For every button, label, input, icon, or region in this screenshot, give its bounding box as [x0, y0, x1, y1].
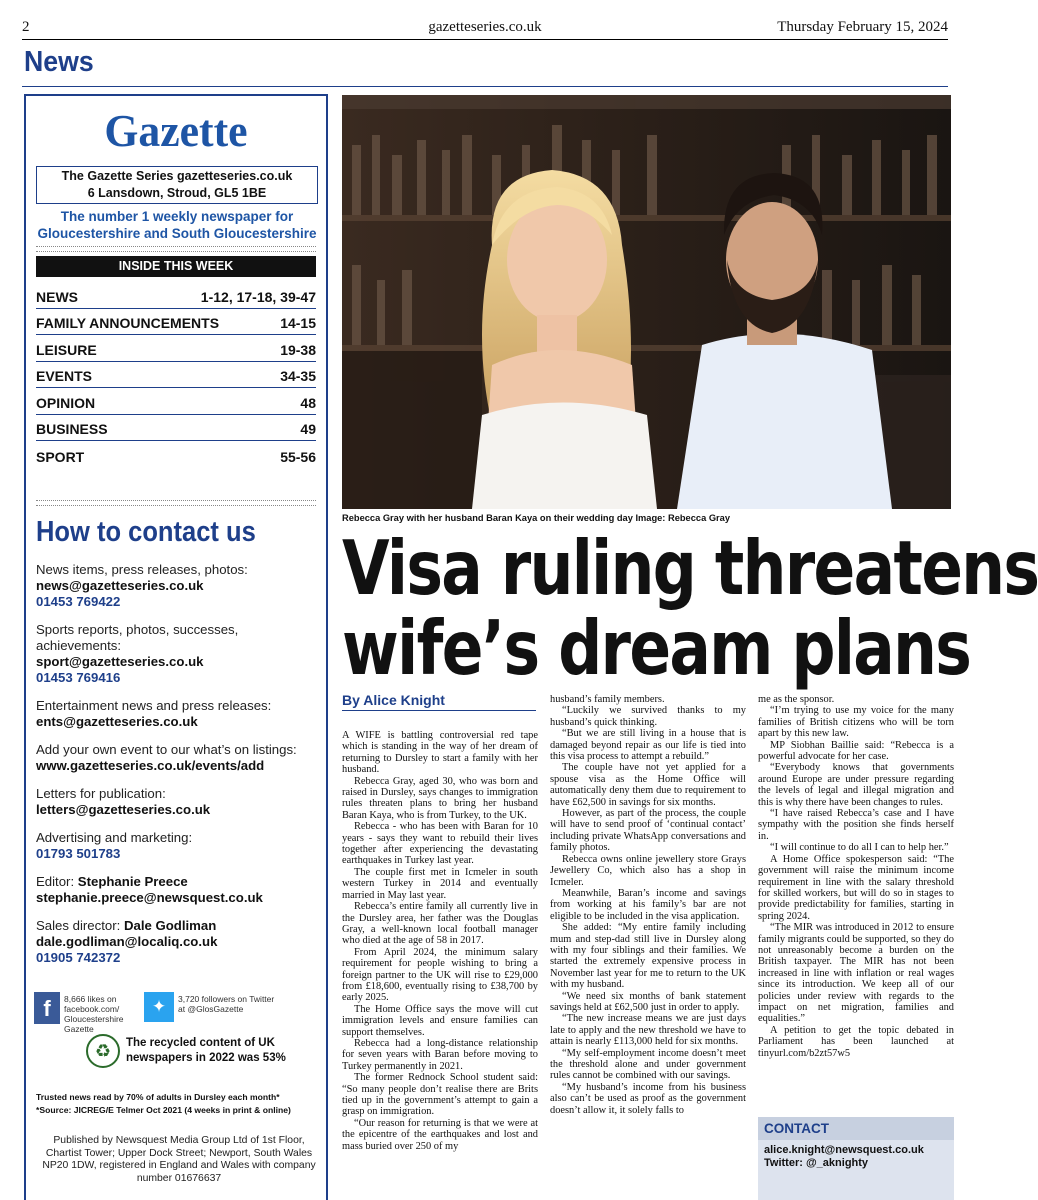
toc-label: SPORT: [36, 448, 85, 465]
contact-news: [36, 562, 326, 610]
contact-advertising: [36, 830, 326, 862]
paragraph: The Home Office says the move will cut immigration levels and ensure families can support themselves.: [342, 1003, 538, 1038]
address-line-1: The Gazette Series gazetteseries.co.uk: [61, 169, 293, 183]
contact-email[interactable]: news@gazetteseries.co.uk: [36, 578, 204, 593]
contact-email[interactable]: sport@gazetteseries.co.uk: [36, 654, 204, 669]
paragraph: A WIFE is battling controversial red tape which is standing in the way of her dream of returning to Dursley to start a family with her husband.: [342, 730, 538, 776]
author-contact-box: [758, 1117, 954, 1200]
paragraph: MP Siobhan Baillie said: “Rebecca is a powerful advocate for her case.: [758, 739, 954, 763]
headline-line-1: Visa ruling threatens: [342, 524, 1038, 612]
contact-phone[interactable]: 01793 501783: [36, 846, 121, 861]
paragraph: me as the sponsor.: [758, 694, 835, 705]
toc-row[interactable]: [36, 282, 316, 309]
dotted-divider: [36, 505, 316, 506]
paragraph: “Our reason for returning is that we were at the epicentre of the earthquakes and lost and mass buried over 250 of my: [342, 1117, 538, 1152]
author-email[interactable]: alice.knight@newsquest.co.uk: [764, 1144, 924, 1156]
toc-pages: 19-38: [280, 341, 316, 358]
editor-label: Editor:: [36, 874, 75, 889]
twitter-icon[interactable]: ✦: [144, 992, 174, 1022]
source-line: *Source: JICREG/E Telmer Oct 2021 (4 weeks in print & online): [36, 1105, 291, 1115]
paragraph: “Everybody knows that governments around Europe are under pressure regarding the levels of legal and illegal migration and this is why there have been changes to rules.: [758, 762, 954, 808]
section-title: News: [24, 46, 94, 78]
toc-label: NEWS: [36, 288, 78, 305]
paragraph: A Home Office spokesperson said: “The government will raise the minimum income requirement in line with the salary threshold for skilled workers, but will do so in stages to provide predictability for families, starting in spring 2024.: [758, 853, 954, 922]
paragraph: “We need six months of bank statement savings held at £62,500 just in order to apply.: [550, 990, 746, 1013]
trusted-line: Trusted news read by 70% of adults in Dursley each month*: [36, 1092, 280, 1102]
contact-label: Entertainment news and press releases:: [36, 698, 272, 713]
contact-phone[interactable]: 01453 769416: [36, 670, 121, 685]
paragraph: Rebecca’s entire family all currently live in the Dursley area, her father was the Douglas Gray, a well-known local football manager who died at the age of 58 in 2017.: [342, 901, 538, 947]
paragraph: Rebecca - who has been with Baran for 10 years - says they want to rebuild their lives together after experiencing the devastating earthquakes in Turkey last year.: [342, 821, 538, 867]
paragraph: Meanwhile, Baran’s income and savings from working at his family’s bar are not eligible to be included in the visa application.: [550, 887, 746, 922]
contact-label: Letters for publication:: [36, 786, 166, 801]
contact-sales: [36, 918, 326, 966]
address-box: [36, 166, 318, 204]
sales-email[interactable]: dale.godliman@localiq.co.uk: [36, 934, 218, 949]
contact-email[interactable]: ents@gazetteseries.co.uk: [36, 714, 198, 729]
article-column-2: [550, 694, 746, 1116]
toc-row[interactable]: [36, 415, 316, 442]
readership-note: [36, 1091, 326, 1117]
paragraph: Rebecca owns online jewellery store Grays Jewellery Co, which also has a shop in Icmeler.: [550, 853, 746, 888]
toc-label: LEISURE: [36, 341, 97, 358]
address-line-2: 6 Lansdown, Stroud, GL5 1BE: [87, 186, 267, 200]
publisher-info: Published by Newsquest Media Group Ltd of 1st Floor, Chartist Tower; Upper Dock Street; Newport, South Wales NP20 1DW, registered in England and Wales with company number 01676637: [42, 1135, 316, 1184]
contact-link[interactable]: www.gazetteseries.co.uk/events/add: [36, 758, 265, 773]
recycle-icon: ♻: [86, 1034, 120, 1068]
article-column-3: [758, 694, 954, 1059]
twitter-text: 3,720 followers on Twitter at @GlosGazette: [178, 994, 275, 1014]
dotted-divider: [36, 500, 316, 501]
sales-label: Sales director:: [36, 918, 121, 933]
page-number: 2: [22, 19, 30, 35]
contact-events: [36, 742, 326, 774]
toc-pages: 55-56: [280, 448, 316, 465]
issue-date: Thursday February 15, 2024: [777, 19, 948, 35]
inside-this-week-header: INSIDE THIS WEEK: [36, 256, 316, 277]
recycled-text: The recycled content of UK newspapers in 2022 was 53%: [126, 1037, 286, 1064]
section-divider: [22, 86, 948, 87]
wedding-photo: [342, 95, 951, 509]
toc-pages: 48: [300, 394, 316, 411]
contact-sport: [36, 622, 326, 686]
toc-pages: 14-15: [280, 315, 316, 331]
toc-label: BUSINESS: [36, 421, 108, 437]
paragraph: “But we are still living in a house that is damaged beyond repair as our life is tied into this visa process to attempt a rebuild.”: [550, 728, 746, 763]
paragraph: “Luckily we survived thanks to my husband’s quick thinking.: [550, 705, 746, 728]
paragraph: A petition to get the topic debated in Parliament has been launched at tinyurl.com/b2zt57w5: [758, 1024, 954, 1059]
contact-label: Advertising and marketing:: [36, 830, 193, 845]
paragraph: “I’m trying to use my voice for the many families of British citizens who will be torn apart by this new law.: [758, 705, 954, 740]
toc-row[interactable]: [36, 335, 316, 362]
page-header: [22, 16, 948, 40]
toc-label: FAMILY ANNOUNCEMENTS: [36, 315, 220, 331]
editor-email[interactable]: stephanie.preece@newsquest.co.uk: [36, 890, 263, 905]
paragraph: The couple first met in Icmeler in south western Turkey in 2014 and eventually married in May last year.: [342, 866, 538, 901]
paragraph: She added: “My entire family including mum and step-dad still live in Dursley along with my four siblings and their families. We started the extremely expensive process in November last year for me to return to the UK with my husband.: [550, 922, 746, 991]
paragraph: “My husband’s income from his business also can’t be used as proof as the government doesn’t allow it, it solely falls to: [550, 1081, 746, 1116]
author-twitter[interactable]: Twitter: @_aknighty: [764, 1157, 869, 1169]
toc-label: OPINION: [36, 394, 96, 411]
toc-row[interactable]: [36, 388, 316, 415]
byline-rule: [342, 710, 536, 711]
contact-ents: [36, 698, 326, 730]
contact-list: [36, 562, 326, 978]
headline-line-2: wife’s dream plans: [342, 604, 971, 692]
facebook-icon[interactable]: f: [34, 992, 60, 1024]
paragraph: “My self-employment income doesn’t meet the threshold alone and under government rules cannot be combined with our savings.: [550, 1047, 746, 1082]
toc-row[interactable]: [36, 441, 316, 468]
toc-row[interactable]: [36, 309, 316, 336]
social-block: [34, 992, 324, 1076]
byline: By Alice Knight: [342, 692, 445, 708]
paragraph: “The new increase means we are just days late to apply and the new threshold we have to attain is nearly £113,000 held for six months.: [550, 1013, 746, 1048]
toc-pages: 34-35: [280, 368, 316, 384]
sales-phone[interactable]: 01905 742372: [36, 950, 121, 965]
editor-name: Stephanie Preece: [77, 874, 188, 889]
contact-label: Sports reports, photos, successes, achievements:: [36, 622, 239, 653]
article-column-1: [342, 730, 538, 1152]
contact-box-title: CONTACT: [758, 1117, 954, 1140]
contact-label: News items, press releases, photos:: [36, 562, 248, 577]
paragraph: Rebecca Gray, aged 30, who was born and raised in Dursley, says changes to immigration rules threaten plans to bring her husband Baran Kaya, who is from Turkey, to the UK.: [342, 775, 538, 821]
paragraph: Rebecca had a long-distance relationship for seven years with Baran before moving to Turkey permanently in 2021.: [342, 1037, 538, 1072]
paragraph: “The MIR was introduced in 2012 to ensure family migrants could be supported, so they do not unreasonably become a burden on the British taxpayer. The MIR has not been increased in line with inflation or real wages since its introduction. We keep all of our policies under review with regards to the impact on net migration, families and equalities.”: [758, 922, 954, 1025]
dotted-divider: [36, 251, 316, 252]
contact-letters: [36, 786, 326, 818]
dotted-divider: [36, 246, 316, 247]
toc-pages: 49: [300, 421, 316, 437]
toc-label: EVENTS: [36, 368, 93, 384]
photo-caption: Rebecca Gray with her husband Baran Kaya on their wedding day Image: Rebecca Gray: [342, 513, 731, 523]
paragraph: “I will continue to do all I can to help her.”: [770, 842, 949, 854]
paragraph: From April 2024, the minimum salary requirement for people wishing to bring a foreign partner to the UK will rise to £29,000 from £18,600, eventually rising to £38,700 by early 2025.: [342, 946, 538, 1004]
toc-row[interactable]: [36, 362, 316, 389]
paragraph: “I have raised Rebecca’s case and I have sympathy with the position she finds herself in.: [758, 808, 954, 842]
paragraph: The former Rednock School student said: “So many people don’t realise there are Brits tied up in the government’s attempt to gain a grasp on immigration.: [342, 1072, 538, 1118]
tagline: The number 1 weekly newspaper for Gloucestershire and South Gloucestershire: [37, 209, 317, 241]
site-url[interactable]: gazetteseries.co.uk: [428, 19, 542, 35]
sales-name: Dale Godliman: [123, 918, 217, 933]
photo-illustration: [342, 95, 951, 509]
paragraph: husband’s family members.: [550, 694, 665, 705]
contact-title: How to contact us: [36, 516, 256, 548]
facebook-text: 8,666 likes on facebook.com/ Gloucestershire Gazette: [64, 994, 124, 1034]
paragraph: The couple have not yet applied for a spouse visa as the Home Office will automatically deny them due to requirement to have £62,500 in savings for six months.: [550, 762, 746, 808]
toc-pages: 1-12, 17-18, 39-47: [200, 288, 316, 305]
gazette-logo: Gazette: [104, 105, 248, 156]
paragraph: However, as part of the process, the couple will have to send proof of ‘continual contact’ including private WhatsApp conversations and family photos.: [550, 808, 746, 854]
contact-email[interactable]: letters@gazetteseries.co.uk: [36, 802, 211, 817]
contact-phone[interactable]: 01453 769422: [36, 594, 121, 609]
headline: [342, 524, 1038, 692]
inside-toc: [36, 282, 316, 468]
contact-editor: [36, 874, 326, 906]
contact-label: Add your own event to our what’s on listings:: [36, 742, 297, 757]
